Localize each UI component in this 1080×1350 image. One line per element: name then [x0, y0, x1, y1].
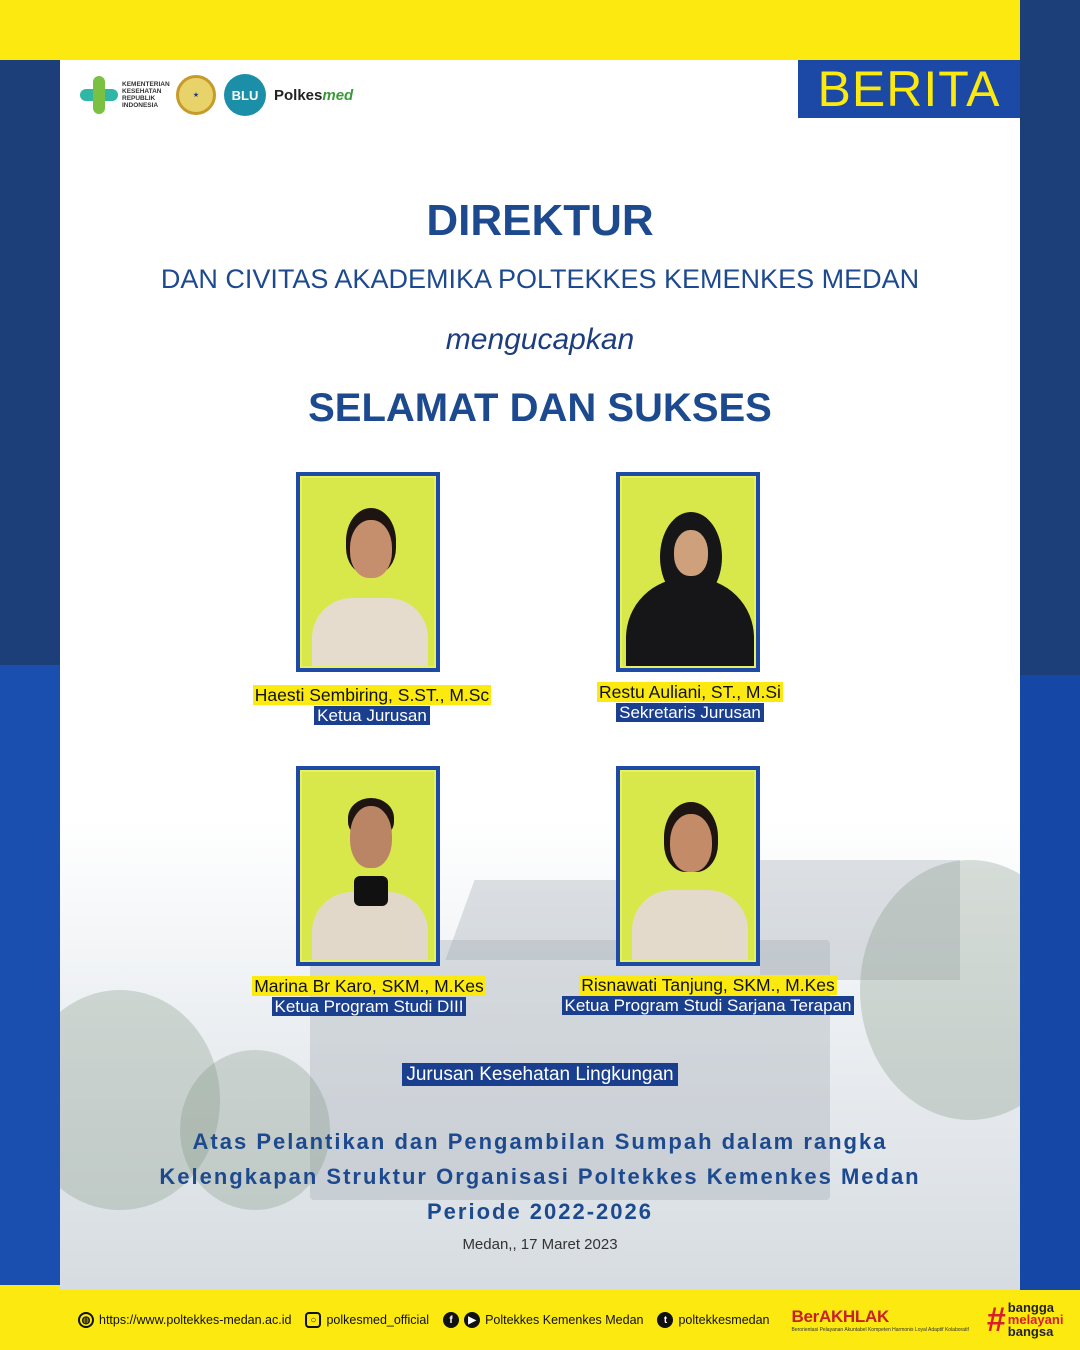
berakhlak-title: BerAKHLAK — [791, 1307, 889, 1326]
youtube-icon: ▶ — [464, 1312, 480, 1328]
poltekkes-seal-logo: ★ — [176, 75, 216, 115]
person-2-caption — [570, 682, 810, 723]
photo-person-1 — [296, 472, 440, 672]
verb-text: mengucapkan — [445, 323, 635, 356]
instagram-link[interactable] — [305, 1312, 429, 1328]
twitter-link[interactable] — [657, 1312, 769, 1328]
facebook-icon: f — [443, 1312, 459, 1328]
globe-icon: ◍ — [78, 1312, 94, 1328]
date-text: Medan,, 17 Maret 2023 — [462, 1236, 618, 1253]
instagram-text: polkesmed_official — [326, 1313, 430, 1327]
person-2-role: Sekretaris Jurusan — [616, 703, 764, 722]
occasion-line-1: Atas Pelantikan dan Pengambilan Sumpah dalam rangka — [192, 1129, 888, 1154]
polkesmed-logo-b: med — [322, 86, 354, 104]
page-subtitle: DAN CIVITAS AKADEMIKA POLTEKKES KEMENKES MEDAN — [160, 264, 920, 294]
person-3-name: Marina Br Karo, SKM., M.Kes — [254, 976, 484, 996]
twitter-icon: t — [657, 1312, 673, 1328]
greeting-title: SELAMAT DAN SUKSES — [308, 386, 772, 430]
berita-badge: BERITA — [798, 60, 1020, 118]
person-1-name: Haesti Sembiring, S.ST., M.Sc — [254, 685, 490, 705]
kemenkes-cross-icon — [80, 76, 118, 114]
polkesmed-logo-a: Polkes — [274, 86, 323, 104]
person-3-role: Ketua Program Studi DIII — [272, 997, 467, 1016]
facebook-youtube-text: Poltekkes Kemenkes Medan — [485, 1313, 644, 1327]
blu-logo: BLU — [224, 74, 266, 116]
person-4-caption — [536, 975, 880, 1016]
bangga-word-2: melayani — [1007, 1312, 1064, 1327]
department-text: Jurusan Kesehatan Lingkungan — [402, 1063, 677, 1086]
bangga-melayani-logo — [987, 1302, 1064, 1338]
person-1-role: Ketua Jurusan — [314, 706, 430, 725]
website-link[interactable] — [78, 1312, 291, 1328]
kemenkes-logo-text: KEMENTERIAN KESEHATAN REPUBLIK INDONESIA — [122, 81, 170, 109]
footer-bar — [0, 1290, 1080, 1350]
occasion-line-3: Periode 2022-2026 — [426, 1199, 654, 1224]
kemenkes-logo — [80, 76, 168, 114]
twitter-text: poltekkesmedan — [678, 1313, 770, 1327]
polkesmed-logo — [274, 87, 353, 104]
website-text: https://www.poltekkes-medan.ac.id — [99, 1313, 292, 1327]
facebook-youtube-link[interactable] — [443, 1312, 643, 1328]
person-3-caption — [230, 976, 508, 1017]
department-label — [0, 1064, 1080, 1086]
photo-person-3 — [296, 766, 440, 966]
left-blue-band-top — [0, 60, 60, 665]
person-4-role: Ketua Program Studi Sarjana Terapan — [562, 996, 855, 1015]
occasion-text — [0, 1124, 1080, 1229]
occasion-line-2: Kelengkapan Struktur Organisasi Poltekkes Kemenkes Medan — [159, 1164, 921, 1189]
logo-row — [80, 74, 353, 116]
photo-person-2 — [616, 472, 760, 672]
page-title: DIREKTUR — [426, 196, 654, 245]
person-2-name: Restu Auliani, ST., M.Si — [599, 682, 781, 702]
bangga-word-1: bangga — [1007, 1300, 1055, 1315]
photo-person-4 — [616, 766, 760, 966]
bangga-word-3: bangsa — [1007, 1324, 1054, 1339]
instagram-icon: ○ — [305, 1312, 321, 1328]
person-1-caption — [236, 685, 508, 726]
berakhlak-logo — [792, 1307, 969, 1333]
hashtag-icon: # — [986, 1301, 1006, 1339]
person-4-name: Risnawati Tanjung, SKM., M.Kes — [581, 975, 835, 995]
berakhlak-subtitle: Berorientasi Pelayanan Akuntabel Kompeten Harmonis Loyal Adaptif Kolaboratif — [791, 1327, 969, 1333]
